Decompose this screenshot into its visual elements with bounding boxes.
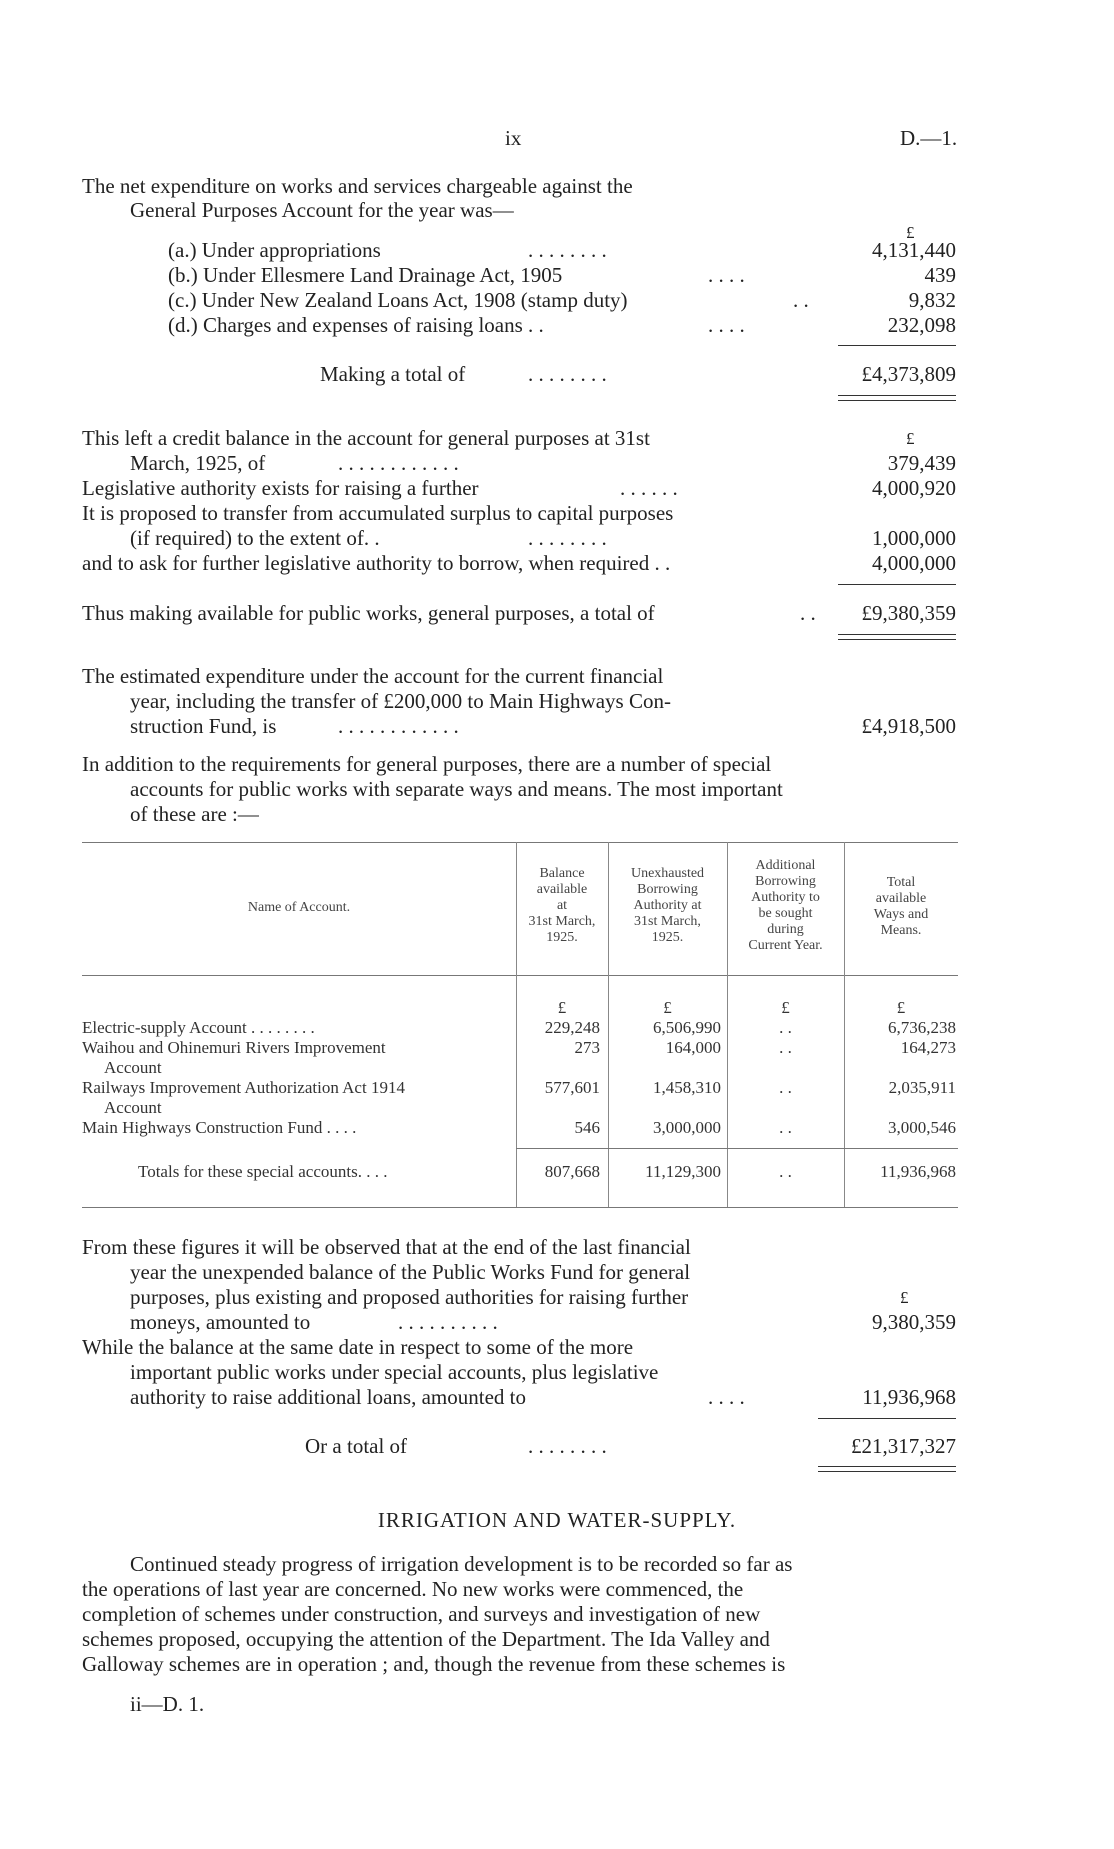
total-double-rule-1 bbox=[838, 395, 956, 396]
page-number: ix bbox=[505, 126, 522, 150]
irrigation-line2: the operations of last year are concerned. No new works were commenced, the bbox=[82, 1577, 744, 1601]
row-waihou-total: 164,273 bbox=[900, 1038, 956, 1057]
expenditure-item-c-label: (c.) Under New Zealand Loans Act, 1908 (stamp duty) bbox=[168, 288, 628, 312]
balance-line5: (if required) to the extent of. . bbox=[130, 526, 380, 550]
summary-total-amount: £21,317,327 bbox=[851, 1434, 956, 1458]
row-railways-balance: 577,601 bbox=[544, 1078, 600, 1097]
row-highways-balance: 546 bbox=[574, 1118, 600, 1137]
irrigation-line1: Continued steady progress of irrigation development is to be recorded so far as bbox=[130, 1552, 793, 1576]
balance-line5-leader: . . . . . . . . bbox=[528, 526, 607, 550]
summary-p1-line2: year the unexpended balance of the Public Works Fund for general bbox=[130, 1260, 691, 1284]
summary-p2-line1: While the balance at the same date in respect to some of the more bbox=[82, 1335, 634, 1359]
currency-total: £ bbox=[896, 998, 906, 1017]
summary-double-rule-2 bbox=[818, 1471, 956, 1472]
summary-p1-amount: 9,380,359 bbox=[872, 1310, 956, 1334]
estimated-leader: . . . . . . . . . . . . bbox=[338, 714, 459, 738]
expenditure-item-d-leader: . . . . bbox=[708, 313, 745, 337]
row-waihou-name-line2: Account bbox=[104, 1058, 162, 1077]
footer-signature: ii—D. 1. bbox=[130, 1692, 205, 1716]
balance-subtotal-rule bbox=[838, 584, 956, 585]
row-electric-balance: 229,248 bbox=[544, 1018, 600, 1037]
row-railways-additional: . . bbox=[779, 1078, 792, 1097]
row-highways-unexhausted: 3,000,000 bbox=[653, 1118, 721, 1137]
totals-unexhausted: 11,129,300 bbox=[645, 1162, 721, 1181]
table-top-rule bbox=[82, 842, 958, 843]
row-waihou-balance: 273 bbox=[574, 1038, 600, 1057]
balance-total-amount: £9,380,359 bbox=[861, 601, 956, 625]
summary-p1-line4: moneys, amounted to bbox=[130, 1310, 311, 1334]
summary-p1-line3: purposes, plus existing and proposed authorities for raising further bbox=[130, 1285, 689, 1309]
document-reference: D.—1. bbox=[900, 126, 958, 150]
balance-total-leader: . . bbox=[800, 601, 816, 625]
row-highways-total: 3,000,546 bbox=[888, 1118, 956, 1137]
table-bottom-rule bbox=[82, 1207, 958, 1208]
col-header-name: Name of Account. bbox=[247, 900, 351, 915]
expenditure-item-d-label: (d.) Charges and expenses of raising loans . . bbox=[168, 313, 544, 337]
estimated-amount: £4,918,500 bbox=[861, 714, 956, 738]
balance-line3: Legislative authority exists for raising a further bbox=[82, 476, 479, 500]
summary-p1-line1: From these figures it will be observed that at the end of the last financial bbox=[82, 1235, 691, 1259]
special-line1: In addition to the requirements for general purposes, there are a number of special bbox=[82, 752, 772, 776]
currency-additional: £ bbox=[781, 998, 790, 1017]
summary-double-rule-1 bbox=[818, 1466, 956, 1467]
balance-double-rule-1 bbox=[838, 634, 956, 635]
summary-p2-line2: important public works under special accounts, plus legislative bbox=[130, 1360, 659, 1384]
expenditure-total-label: Making a total of bbox=[320, 362, 466, 386]
balance-line2-leader: . . . . . . . . . . . . bbox=[338, 451, 459, 475]
totals-rule bbox=[516, 1148, 958, 1149]
summary-currency: £ bbox=[900, 1288, 909, 1307]
irrigation-line3: completion of schemes under construction, and surveys and investigation of new bbox=[82, 1602, 761, 1626]
irrigation-line5: Galloway schemes are in operation ; and, though the revenue from these schemes is bbox=[82, 1652, 786, 1676]
currency-balance: £ bbox=[557, 998, 567, 1017]
expenditure-item-a-leader: . . . . . . . . bbox=[528, 238, 607, 262]
summary-total-leader: . . . . . . . . bbox=[528, 1434, 607, 1458]
irrigation-heading: IRRIGATION AND WATER-SUPPLY. bbox=[377, 1508, 737, 1532]
estimated-line3: struction Fund, is bbox=[130, 714, 277, 738]
expenditure-item-b-amount: 439 bbox=[924, 263, 956, 287]
row-waihou-additional: . . bbox=[779, 1038, 792, 1057]
expenditure-total-amount: £4,373,809 bbox=[861, 362, 956, 386]
totals-balance: 807,668 bbox=[544, 1162, 600, 1181]
row-waihou-name-line1: Waihou and Ohinemuri Rivers Improvement bbox=[82, 1038, 386, 1057]
balance-line3-amount: 4,000,920 bbox=[872, 476, 956, 500]
row-electric-total: 6,736,238 bbox=[888, 1018, 956, 1037]
row-waihou-unexhausted: 164,000 bbox=[665, 1038, 721, 1057]
special-line2: accounts for public works with separate ways and means. The most important bbox=[130, 777, 783, 801]
row-electric-unexhausted: 6,506,990 bbox=[653, 1018, 721, 1037]
totals-additional: . . bbox=[779, 1162, 792, 1181]
expenditure-item-a-label: (a.) Under appropriations bbox=[168, 238, 381, 262]
row-electric-additional: . . bbox=[779, 1018, 792, 1037]
subtotal-rule bbox=[838, 345, 956, 346]
expenditure-intro-line1: The net expenditure on works and services chargeable against the bbox=[82, 174, 633, 198]
summary-p2-amount: 11,936,968 bbox=[862, 1385, 956, 1409]
row-highways-additional: . . bbox=[779, 1118, 792, 1137]
totals-label: Totals for these special accounts. . . . bbox=[138, 1162, 388, 1181]
expenditure-item-c-leader: . . bbox=[793, 288, 809, 312]
estimated-line1: The estimated expenditure under the account for the current financial bbox=[82, 664, 664, 688]
expenditure-item-a-amount: 4,131,440 bbox=[872, 238, 956, 262]
row-electric-name: Electric-supply Account . . . . . . . . bbox=[82, 1018, 315, 1037]
balance-total-label: Thus making available for public works, general purposes, a total of bbox=[82, 601, 655, 625]
row-highways-name: Main Highways Construction Fund . . . . bbox=[82, 1118, 357, 1137]
expenditure-intro-line2: General Purposes Account for the year was— bbox=[130, 198, 514, 222]
row-railways-unexhausted: 1,458,310 bbox=[653, 1078, 721, 1097]
special-line3: of these are :— bbox=[130, 802, 259, 826]
summary-p2-line3: authority to raise additional loans, amounted to bbox=[130, 1385, 526, 1409]
balance-double-rule-2 bbox=[838, 639, 956, 640]
balance-line1: This left a credit balance in the account for general purposes at 31st bbox=[82, 426, 650, 450]
table-header-rule bbox=[82, 975, 958, 976]
summary-total-label: Or a total of bbox=[305, 1434, 408, 1458]
expenditure-item-d-amount: 232,098 bbox=[887, 313, 956, 337]
col-header-unexhausted: Unexhausted Borrowing Authority at 31st March, 1925. bbox=[630, 866, 705, 945]
expenditure-item-c-amount: 9,832 bbox=[908, 288, 956, 312]
expenditure-currency: £ bbox=[906, 223, 915, 242]
summary-subtotal-rule bbox=[818, 1418, 956, 1419]
balance-line4: It is proposed to transfer from accumulated surplus to capital purposes bbox=[82, 501, 674, 525]
summary-p1-leader: . . . . . . . . . . bbox=[398, 1310, 498, 1334]
row-railways-total: 2,035,911 bbox=[888, 1078, 956, 1097]
summary-p2-leader: . . . . bbox=[708, 1385, 745, 1409]
expenditure-total-leader: . . . . . . . . bbox=[528, 362, 607, 386]
balance-currency: £ bbox=[906, 429, 915, 448]
total-double-rule-2 bbox=[838, 400, 956, 401]
currency-unexhausted: £ bbox=[663, 998, 672, 1017]
balance-line6: and to ask for further legislative authority to borrow, when required . . bbox=[82, 551, 671, 575]
row-railways-name-line2: Account bbox=[104, 1098, 162, 1117]
totals-total: 11,936,968 bbox=[880, 1162, 956, 1181]
expenditure-item-b-leader: . . . . bbox=[708, 263, 745, 287]
balance-line6-amount: 4,000,000 bbox=[872, 551, 956, 575]
row-railways-name-line1: Railways Improvement Authorization Act 1914 bbox=[82, 1078, 405, 1097]
col-header-balance: Balance available at 31st March, 1925. bbox=[528, 866, 596, 945]
irrigation-line4: schemes proposed, occupying the attention of the Department. The Ida Valley and bbox=[82, 1627, 770, 1651]
balance-line3-leader: . . . . . . bbox=[620, 476, 678, 500]
col-header-total: Total available Ways and Means. bbox=[873, 875, 929, 938]
balance-line2-amount: 379,439 bbox=[887, 451, 956, 475]
col-header-additional: Additional Borrowing Authority to be sought during Current Year. bbox=[748, 858, 823, 953]
balance-line2: March, 1925, of bbox=[130, 451, 266, 475]
expenditure-item-b-label: (b.) Under Ellesmere Land Drainage Act, 1905 bbox=[168, 263, 563, 287]
balance-line5-amount: 1,000,000 bbox=[872, 526, 956, 550]
estimated-line2: year, including the transfer of £200,000 to Main Highways Con- bbox=[130, 689, 671, 713]
